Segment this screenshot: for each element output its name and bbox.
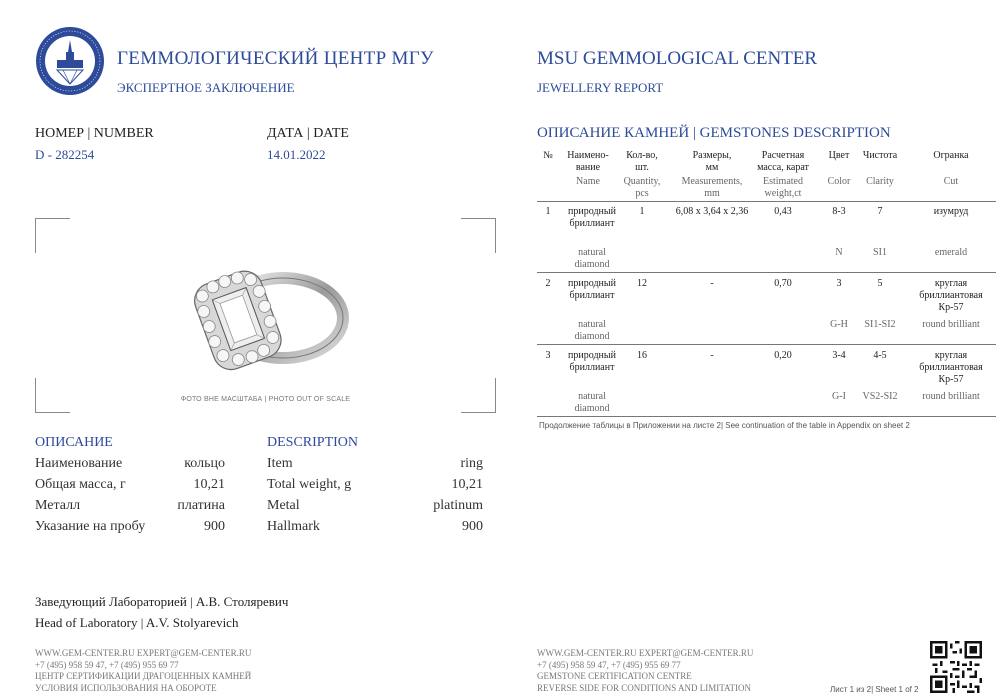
header-size: Размеры, мм xyxy=(692,150,732,173)
org-title-ru: ГЕММОЛОГИЧЕСКИЙ ЦЕНТР МГУ xyxy=(117,48,434,69)
description-row: Item ring xyxy=(267,456,483,471)
photo-frame xyxy=(35,218,496,413)
description-title-ru: ОПИСАНИЕ xyxy=(35,435,113,450)
header-qty-en: Quantity, pcs xyxy=(623,176,661,199)
footer-left: WWW.GEM-CENTER.RU EXPERT@GEM-CENTER.RU +7 (495) 958 59 47, +7 (495) 955 69 77 ЦЕНТР СЕРТИФИКАЦИИ ДРАГОЦЕННЫХ КАМНЕЙ УСЛОВИЯ ИСПОЛЬЗОВАНИЯ НА ОБОРОТЕ xyxy=(35,648,252,693)
table-continuation-note: Продолжение таблицы в Приложении на листе 2| See continuation of the table in Appendix on sheet 2 xyxy=(539,421,910,430)
signature-ru: Заведующий Лабораторией | А.В. Столяревич xyxy=(35,594,289,609)
date-label: ДАТА | DATE xyxy=(267,126,349,141)
gemstones-title: ОПИСАНИЕ КАМНЕЙ | GEMSTONES DESCRIPTION xyxy=(537,125,891,141)
description-row: Metal platinum xyxy=(267,498,483,513)
header-clarity: Чистота xyxy=(862,150,898,161)
table-divider xyxy=(537,272,996,273)
header-size-en: Measurements, mm xyxy=(681,176,743,199)
org-title-en: MSU GEMMOLOGICAL CENTER xyxy=(537,48,818,69)
msu-logo xyxy=(35,26,105,96)
header-name: Наимено- вание xyxy=(567,150,609,173)
sheet-number: Лист 1 из 2| Sheet 1 of 2 xyxy=(830,685,919,694)
header-weight-en: Estimated weight,ct xyxy=(763,176,803,199)
description-list-ru xyxy=(35,456,225,540)
description-row: Hallmark 900 xyxy=(267,519,483,534)
description-list-en xyxy=(267,456,483,540)
description-row: Указание на пробу 900 xyxy=(35,519,225,534)
gemstones-table: № Наимено- вание Кол-во, шт. Размеры, мм Расчетная масса, карат Цвет Чистота Огранка Name Quantity, pcs Measurements, mm Estimated weight,ct Color Clarity Cut 1 природный бриллиант 1 6,08 x 3,64 x 2,36 0,43 8-3 7 изумруд natural diamond N SI1 emerald 2 природный бриллиант 12 - 0,70 3 5 круглая бриллиантовая Кр-57 natural diamond G-H SI1-SI2 round brilliant 3 природный бриллиант 16 - 0,20 3-4 4-5 круглая бриллиантовая Кр-57 natural diamond G-I VS2-SI2 round brilliant xyxy=(537,147,996,417)
date-value: 14.01.2022 xyxy=(267,147,326,162)
number-value: D - 282254 xyxy=(35,147,95,162)
footer-right: WWW.GEM-CENTER.RU EXPERT@GEM-CENTER.RU +7 (495) 958 59 47, +7 (495) 955 69 77 GEMSTONE CERTIFICATION CENTRE REVERSE SIDE FOR CONDITIONS AND LIMITATION xyxy=(537,648,754,693)
header-name-en: Name xyxy=(576,176,600,187)
header-color: Цвет xyxy=(828,150,850,161)
qr-code-icon xyxy=(930,641,982,693)
table-divider xyxy=(537,344,996,345)
signature-en: Head of Laboratory | A.V. Stolyarevich xyxy=(35,615,239,630)
header-num: № xyxy=(543,150,553,161)
header-cut: Огранка xyxy=(933,150,969,161)
description-row: Общая масса, г 10,21 xyxy=(35,477,225,492)
report-type-ru: ЭКСПЕРТНОЕ ЗАКЛЮЧЕНИЕ xyxy=(117,80,295,95)
table-divider xyxy=(537,416,996,417)
header-qty: Кол-во, шт. xyxy=(626,150,658,173)
ring-photo-icon xyxy=(183,240,353,380)
photo-caption: ФОТО ВНЕ МАСШТАБА | PHOTO OUT OF SCALE xyxy=(180,396,351,403)
header-color-en: Color xyxy=(827,176,851,187)
header-cut-en: Cut xyxy=(943,176,959,187)
description-row: Total weight, g 10,21 xyxy=(267,477,483,492)
description-title-en: DESCRIPTION xyxy=(267,435,359,450)
table-divider xyxy=(537,201,996,202)
number-label: НОМЕР | NUMBER xyxy=(35,126,154,141)
header-clarity-en: Clarity xyxy=(866,176,894,187)
description-row: Металл платина xyxy=(35,498,225,513)
report-type-en: JEWELLERY REPORT xyxy=(537,80,664,95)
description-row: Наименование кольцо xyxy=(35,456,225,471)
header-weight: Расчетная масса, карат xyxy=(757,150,809,173)
